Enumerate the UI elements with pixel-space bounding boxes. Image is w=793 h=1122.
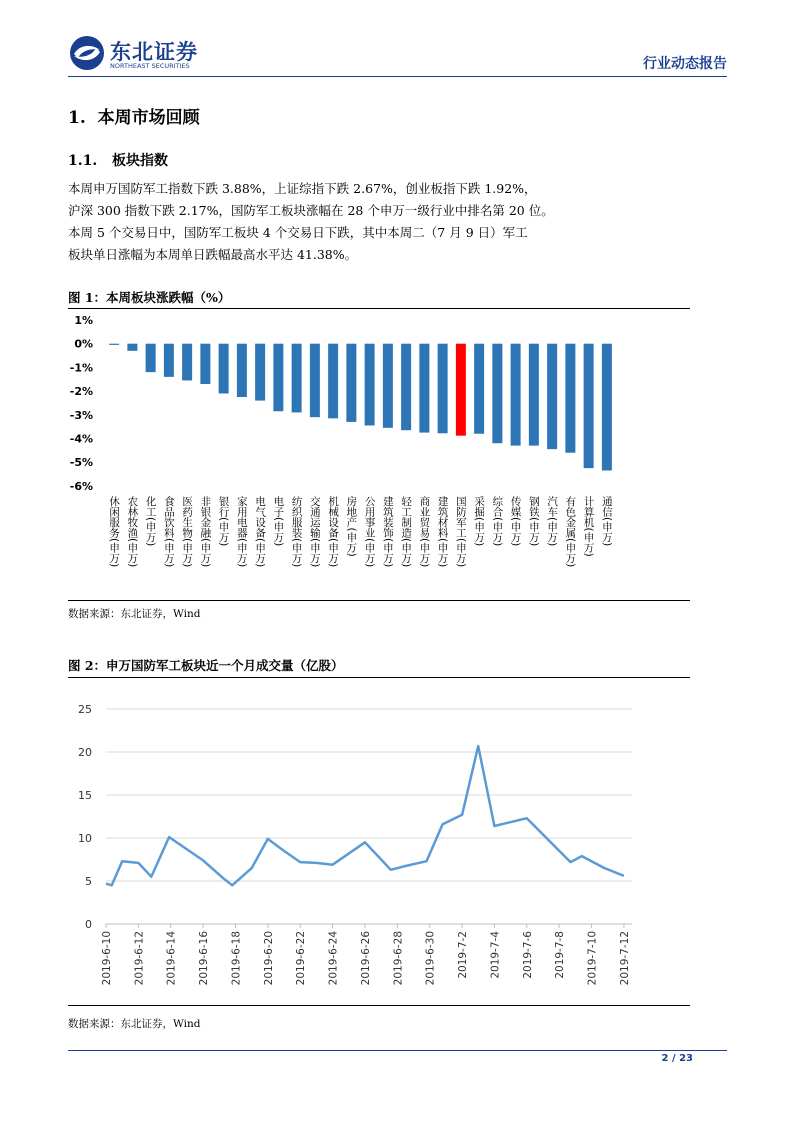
bar (328, 344, 338, 419)
section-heading (68, 103, 200, 128)
y-tick-label: 5 (85, 875, 92, 888)
y-tick-label: -5% (69, 456, 93, 470)
x-tick-label: 食品饮料(申万) (162, 496, 175, 568)
bar (365, 344, 375, 426)
x-tick-label: 通信(申万) (600, 496, 613, 547)
y-tick-label: 0 (85, 918, 92, 931)
x-tick-label: 综合(申万) (491, 496, 504, 547)
logo-emblem-icon (68, 34, 106, 72)
x-tick-label: 钢铁(申万) (527, 496, 540, 547)
y-tick-label: -1% (69, 361, 93, 375)
y-tick-label: -2% (69, 385, 93, 399)
x-tick-label: 国防军工(申万) (454, 496, 467, 568)
y-tick-label: 0% (74, 337, 93, 351)
x-tick-label: 公用事业(申万) (363, 496, 376, 568)
volume-line-chart (0, 677, 690, 1005)
subsection-heading (68, 150, 168, 170)
bar (584, 344, 594, 468)
y-tick-label: 1% (74, 314, 93, 327)
y-tick-label: 20 (78, 746, 92, 759)
x-tick-label: 医药生物(申万) (181, 496, 194, 568)
bar (565, 344, 575, 453)
x-tick-label: 2019-6-16 (198, 931, 211, 986)
section-title: 本周市场回顾 (97, 108, 200, 128)
x-tick-label: 建筑装饰(申万) (381, 496, 394, 568)
x-tick-label: 计算机(申万) (582, 496, 595, 557)
bar (127, 344, 137, 351)
bar (200, 344, 210, 384)
figure2-source: 数据来源：东北证券，Wind (68, 1018, 201, 1030)
x-tick-label: 银行(申万) (217, 496, 230, 547)
bar (292, 344, 302, 413)
bar (237, 344, 247, 397)
y-tick-label: -6% (69, 479, 93, 493)
x-tick-label: 2019-7-2 (457, 931, 470, 979)
x-tick-label: 2019-6-10 (101, 931, 113, 986)
x-tick-label: 传媒(申万) (509, 496, 522, 547)
x-tick-label: 有色金属(申万) (564, 496, 577, 568)
bar (529, 344, 539, 446)
bar (492, 344, 502, 444)
x-tick-label: 交通运输(申万) (308, 496, 321, 568)
x-tick-label: 电气设备(申万) (254, 496, 267, 568)
figure1-bottom-rule (68, 600, 690, 601)
bar (456, 344, 466, 436)
x-tick-label: 2019-6-12 (133, 931, 146, 986)
paragraph-line: 沪深 300 指数下跌 2.17%，国防军工板块涨幅在 28 个申万一级行业中排名第 20 位。 (68, 203, 554, 218)
page-number: 2 / 23 (661, 1053, 693, 1064)
paragraph-line: 本周 5 个交易日中，国防军工板块 4 个交易日下跌，其中本周二（7 月 9 日）军工 (68, 225, 528, 240)
x-tick-label: 2019-6-30 (424, 931, 437, 986)
paragraph-line: 本周申万国防军工指数下跌 3.88%，上证综指下跌 2.67%，创业板指下跌 1.92%， (68, 181, 537, 196)
x-tick-label: 2019-6-20 (262, 931, 275, 986)
bar (438, 344, 448, 434)
x-tick-label: 2019-7-12 (618, 931, 631, 986)
x-tick-label: 2019-6-14 (165, 931, 178, 986)
bar (219, 344, 229, 394)
bar (273, 344, 283, 412)
x-tick-label: 休闲服务(申万) (108, 496, 121, 568)
x-tick-label: 非银金融(申万) (199, 496, 212, 568)
bar (255, 344, 265, 401)
x-tick-label: 2019-7-10 (586, 931, 599, 986)
x-tick-label: 2019-6-26 (359, 931, 372, 986)
x-tick-label: 2019-6-18 (230, 931, 243, 986)
x-tick-label: 采掘(申万) (473, 496, 486, 547)
x-tick-label: 机械设备(申万) (327, 496, 340, 568)
x-tick-label: 2019-7-6 (521, 931, 534, 979)
bar (401, 344, 411, 431)
bar (346, 344, 356, 422)
x-tick-label: 汽车(申万) (546, 496, 559, 547)
figure1-source: 数据来源：东北证券，Wind (68, 608, 201, 620)
page-header (0, 0, 793, 80)
x-tick-label: 化工(申万) (144, 496, 157, 547)
header-divider (68, 76, 727, 77)
x-tick-label: 2019-7-4 (489, 931, 502, 979)
bar (511, 344, 521, 446)
x-tick-label: 电子(申万) (272, 496, 285, 547)
x-tick-label: 2019-6-28 (392, 931, 405, 986)
y-tick-label: -4% (69, 432, 93, 446)
company-name-cn: 东北证券 (110, 40, 198, 64)
bar (383, 344, 393, 428)
figure1-title: 图 1：本周板块涨跌幅（%） (68, 290, 231, 305)
report-type: 行业动态报告 (643, 56, 727, 72)
bar (602, 344, 612, 471)
x-tick-label: 商业贸易(申万) (418, 496, 431, 568)
bar (109, 344, 119, 345)
subsection-title: 板块指数 (112, 153, 168, 169)
volume-series-line (106, 746, 624, 885)
figure2-title: 图 2：申万国防军工板块近一个月成交量（亿股） (68, 658, 344, 673)
section-number: 1. (68, 108, 86, 128)
x-tick-label: 家用电器(申万) (235, 496, 248, 568)
y-tick-label: 10 (78, 832, 92, 845)
bar (547, 344, 557, 449)
x-tick-label: 2019-7-8 (554, 931, 567, 979)
bar (146, 344, 156, 372)
bar (310, 344, 320, 417)
y-tick-label: 25 (78, 703, 92, 716)
x-tick-label: 轻工制造(申万) (400, 496, 413, 568)
sector-returns-chart (0, 308, 690, 600)
company-logo (68, 36, 228, 76)
company-name-en: NORTHEAST SECURITIES (110, 62, 190, 70)
paragraph-line: 板块单日涨幅为本周单日跌幅最高水平达 41.38%。 (68, 247, 358, 262)
bar (164, 344, 174, 377)
x-tick-label: 2019-6-22 (295, 931, 308, 986)
bar (182, 344, 192, 381)
x-tick-label: 纺织服装(申万) (290, 496, 303, 568)
figure2-bottom-rule (68, 1005, 690, 1006)
x-tick-label: 房地产(申万) (345, 496, 358, 557)
y-tick-label: -3% (69, 408, 93, 422)
x-tick-label: 农林牧渔(申万) (126, 496, 139, 568)
x-tick-label: 建筑材料(申万) (436, 496, 449, 568)
footer-divider (68, 1050, 727, 1051)
y-tick-label: 15 (78, 789, 92, 802)
summary-paragraph (68, 178, 728, 266)
bar (419, 344, 429, 433)
bar (474, 344, 484, 434)
x-tick-label: 2019-6-24 (327, 931, 340, 986)
subsection-number: 1.1. (68, 153, 98, 169)
